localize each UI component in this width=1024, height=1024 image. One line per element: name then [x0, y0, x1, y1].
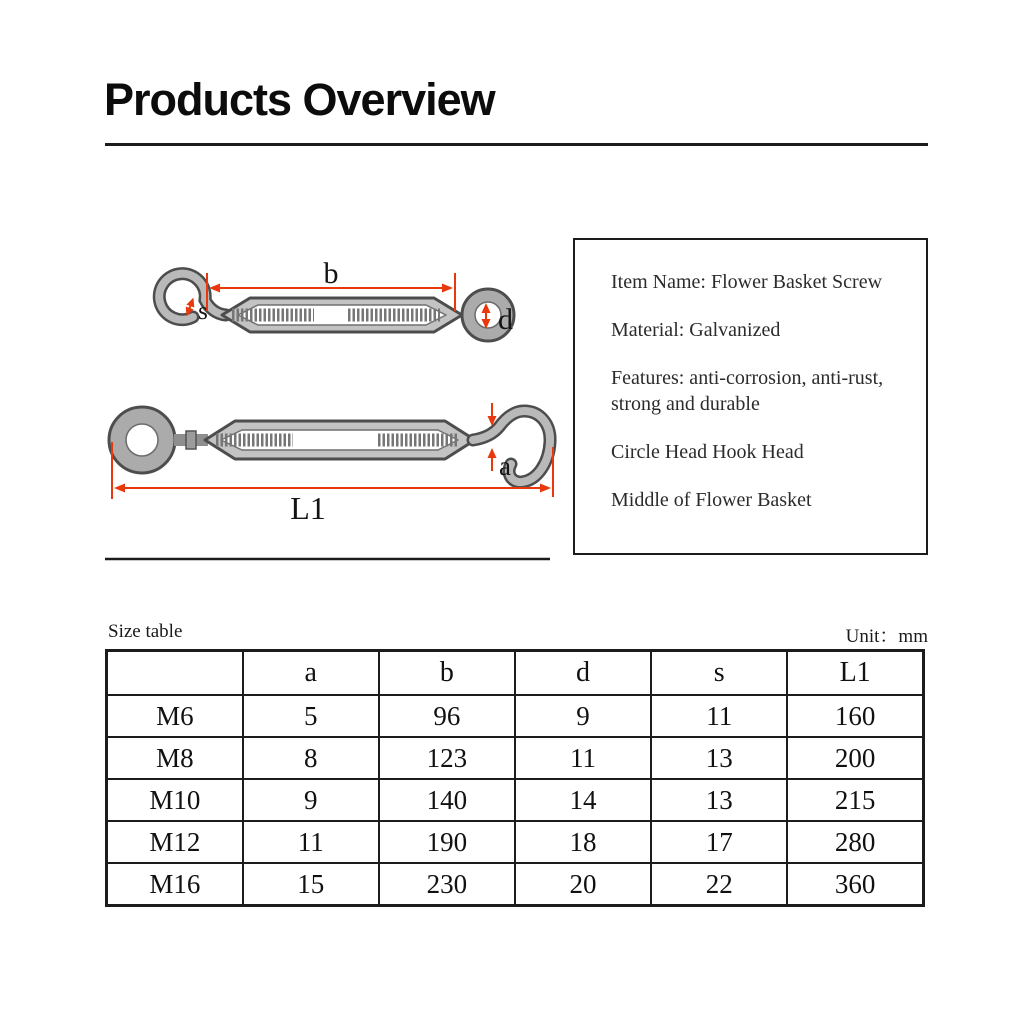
- product-diagrams: [90, 235, 570, 565]
- col-header-model: [107, 651, 243, 696]
- table-row: [107, 737, 924, 779]
- info-material: Material: Galvanized: [611, 319, 781, 341]
- eye-end-icon: [109, 407, 208, 473]
- unit-label: Unit：mm: [845, 626, 928, 647]
- turnbuckle-hook-eye-figure: [159, 257, 514, 341]
- dimension-s-label: s: [198, 298, 208, 325]
- table-row: [107, 779, 924, 821]
- cell-d: 18: [515, 821, 651, 863]
- col-header-b: b: [379, 651, 515, 696]
- hook-end-icon: [159, 274, 226, 320]
- cell-l1: 200: [787, 737, 923, 779]
- cell-a: 11: [243, 821, 379, 863]
- cell-s: 11: [651, 695, 787, 737]
- page-title: Products Overview: [104, 74, 495, 125]
- hook-end-icon: [473, 411, 550, 482]
- cell-a: 8: [243, 737, 379, 779]
- cell-a: 15: [243, 863, 379, 906]
- cell-s: 22: [651, 863, 787, 906]
- table-row: [107, 695, 924, 737]
- table-row: [107, 863, 924, 906]
- info-features: Features: anti-corrosion, anti-rust, strong and durable: [611, 367, 884, 415]
- cell-l1: 160: [787, 695, 923, 737]
- dimension-l1-label: L1: [290, 490, 326, 526]
- info-item-name: Item Name: Flower Basket Screw: [611, 271, 883, 293]
- size-table-caption: Size table: [108, 621, 183, 642]
- product-info-box: [573, 238, 928, 555]
- cell-l1: 360: [787, 863, 923, 906]
- cell-s: 13: [651, 737, 787, 779]
- cell-s: 13: [651, 779, 787, 821]
- row-model: M6: [107, 695, 243, 737]
- row-model: M12: [107, 821, 243, 863]
- cell-b: 190: [379, 821, 515, 863]
- col-header-s: s: [651, 651, 787, 696]
- table-row: [107, 821, 924, 863]
- cell-s: 17: [651, 821, 787, 863]
- size-table: [105, 649, 925, 907]
- cell-a: 9: [243, 779, 379, 821]
- cell-d: 9: [515, 695, 651, 737]
- cell-l1: 215: [787, 779, 923, 821]
- dimension-d-label: d: [498, 303, 513, 336]
- cell-l1: 280: [787, 821, 923, 863]
- cell-d: 20: [515, 863, 651, 906]
- row-model: M8: [107, 737, 243, 779]
- dimension-a-label: a: [499, 451, 511, 481]
- turnbuckle-eye-hook-figure: [109, 403, 553, 526]
- cell-b: 96: [379, 695, 515, 737]
- size-table-header-row: [107, 651, 924, 696]
- col-header-l1: L1: [787, 651, 923, 696]
- row-model: M16: [107, 863, 243, 906]
- info-middle-type: Middle of Flower Basket: [611, 489, 812, 511]
- turnbuckle-body: [222, 298, 462, 332]
- turnbuckle-body: [205, 421, 475, 459]
- cell-a: 5: [243, 695, 379, 737]
- cell-d: 11: [515, 737, 651, 779]
- row-model: M10: [107, 779, 243, 821]
- col-header-d: d: [515, 651, 651, 696]
- title-underline: [105, 143, 928, 146]
- info-head-type: Circle Head Hook Head: [611, 441, 804, 463]
- dimension-b-label: b: [323, 257, 339, 290]
- cell-d: 14: [515, 779, 651, 821]
- cell-b: 230: [379, 863, 515, 906]
- cell-b: 140: [379, 779, 515, 821]
- cell-b: 123: [379, 737, 515, 779]
- col-header-a: a: [243, 651, 379, 696]
